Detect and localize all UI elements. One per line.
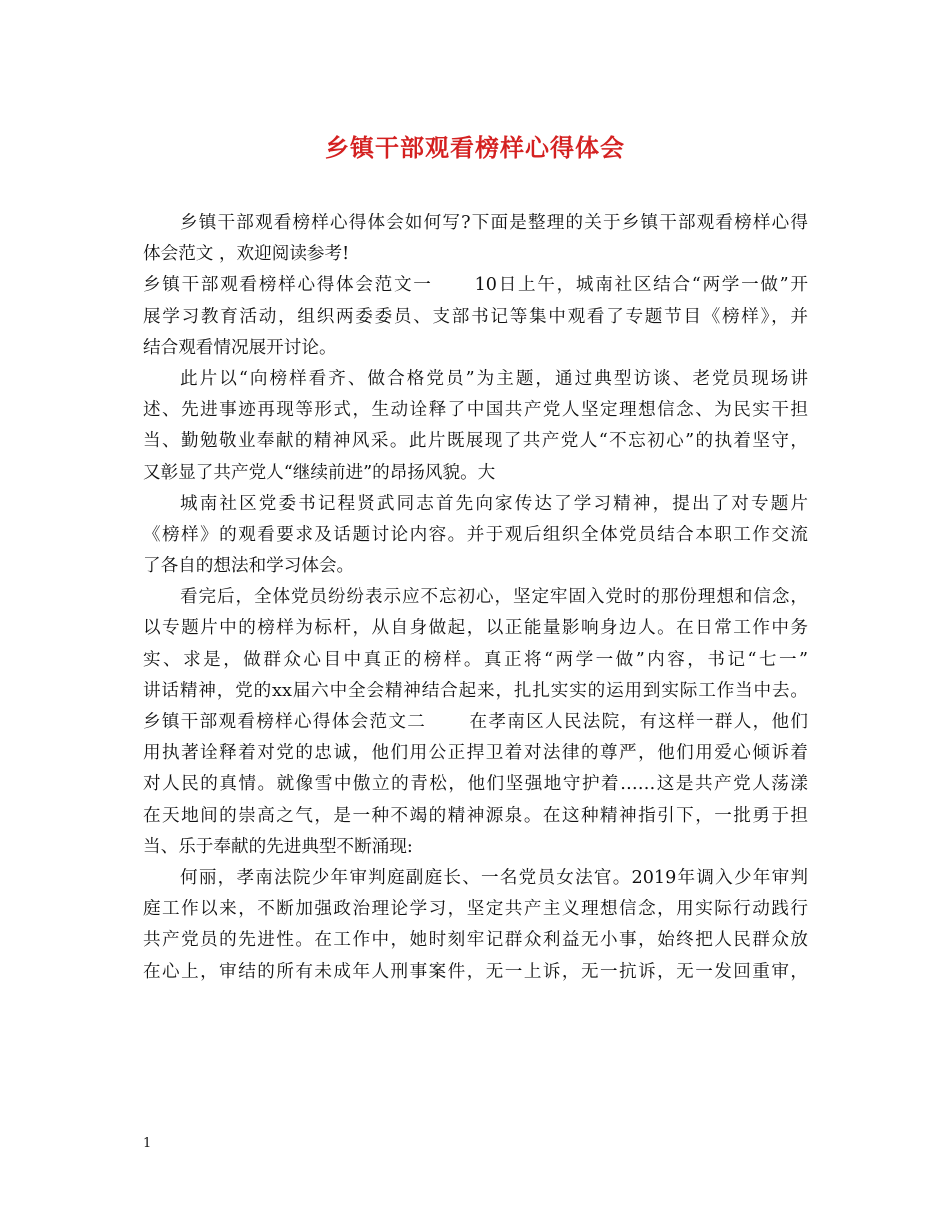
paragraph-line: 在天地间的崇高之气，是一种不竭的精神源泉。在这种精神指引下，一批勇于担 [143, 805, 808, 826]
paragraph-line: 此片以“向榜样看齐、做合格党员”为主题，通过典型访谈、老党员现场讲 [180, 368, 808, 389]
paragraph-line: 当、勤勉敬业奉献的精神风采。此片既展现了共产党人“不忘初心”的执着坚守， [143, 431, 808, 452]
paragraph-line: 以专题片中的榜样为标杆，从自身做起，以正能量影响身边人。在日常工作中务 [143, 618, 808, 639]
paragraph-line: 何丽，孝南法院少年审判庭副庭长、一名党员女法官。2019年调入少年审判 [180, 867, 808, 888]
paragraph-line: 对人民的真情。就像雪中傲立的青松，他们坚强地守护着……这是共产党人荡漾 [143, 774, 808, 795]
paragraph-line: 展学习教育活动，组织两委委员、支部书记等集中观看了专题节目《榜样》，并 [143, 306, 808, 327]
paragraph-line: 看完后，全体党员纷纷表示应不忘初心，坚定牢固入党时的那份理想和信念， [180, 587, 808, 608]
paragraph-line: 《榜样》的观看要求及话题讨论内容。并于观后组织全体党员结合本职工作交流 [143, 524, 808, 545]
paragraph-line: 城南社区党委书记程贤武同志首先向家传达了学习精神，提出了对专题片 [180, 493, 808, 514]
paragraph-line: 庭工作以来，不断加强政治理论学习，坚定共产主义理想信念，用实际行动践行 [143, 899, 808, 920]
section-heading: 乡镇干部观看榜样心得体会范文一 [143, 275, 433, 296]
paragraph-line: 实、求是，做群众心目中真正的榜样。真正将“两学一做”内容，书记“七一” [143, 649, 808, 670]
paragraph-text: 在孝南区人民法院，有这样一群人，他们 [468, 712, 808, 732]
paragraph-line: 共产党员的先进性。在工作中，她时刻牢记群众利益无小事，始终把人民群众放 [143, 930, 808, 951]
paragraph-line: 用执著诠释着对党的忠诚，他们用公正捍卫着对法律的尊严，他们用爱心倾诉着 [143, 743, 808, 764]
page-number: 1 [143, 1136, 152, 1151]
paragraph-line: 又彰显了共产党人“继续前进”的昂扬风貌。大 [143, 462, 496, 483]
paragraph-line: 乡镇干部观看榜样心得体会如何写?下面是整理的关于乡镇干部观看榜样心得 [180, 213, 808, 233]
paragraph-line: 当、乐于奉献的先进典型不断涌现: [143, 836, 413, 857]
paragraph-line: 体会范文 ，欢迎阅读参考! [143, 244, 350, 265]
paragraph-line: 了各自的想法和学习体会。 [143, 556, 355, 577]
paragraph-line: 在心上，审结的所有未成年人刑事案件，无一上诉，无一抗诉，无一发回重审， [143, 961, 808, 982]
document-body [143, 208, 808, 988]
paragraph-line: 述、先进事迹再现等形式，生动诠释了中国共产党人坚定理想信念、为民实干担 [143, 400, 808, 421]
section-heading-line [143, 707, 808, 738]
section-heading-line [143, 270, 808, 301]
paragraph-line: 讲话精神，党的xx届六中全会精神结合起来，扎扎实实的运用到实际工作当中去。 [143, 680, 808, 701]
paragraph-line: 结合观看情况展开讨论。 [143, 337, 337, 358]
section-heading: 乡镇干部观看榜样心得体会范文二 [143, 712, 427, 732]
paragraph-text: 10日上午，城南社区结合“两学一做”开 [474, 275, 808, 296]
document-title: 乡镇干部观看榜样心得体会 [325, 134, 625, 162]
